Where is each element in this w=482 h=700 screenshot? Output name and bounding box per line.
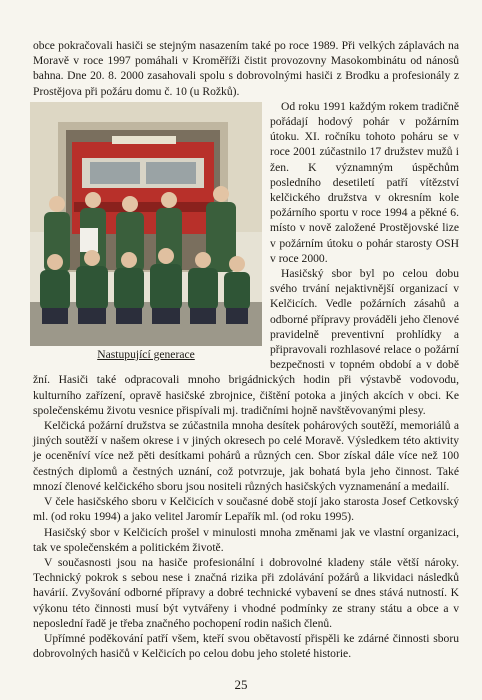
paragraph-intro: obce pokračovali hasiči se stejným nasazením také po roce 1989. Při velkých záplavách na Moravě v roce 1997 pomáhali v Kroměříži čistit provozovny Masokombinátu od nánosů bahna. Dne 20. 8. 2000 zasahovali spolu s dobrovolnými hasiči z Brodku a profesionály z Prostějova při požáru domu č. 10 (u Rožků).: [33, 39, 459, 98]
photo-figure: [30, 102, 262, 362]
paragraph-cup: Od roku 1991 každým rokem tradičně pořádají hodový pohár v požárním útoku. XI. ročníku tohoto poháru se v roce 2001 zúčastnilo 17 družstev mužů i žen. K významným úspěchům posledního desetiletí patří vítězství kelčického družstva v okresním kole požárního sportu v roce 1994 a pěkné 6. místo v nově založené Prostějovské lize v požárním útoku o pohár starosty OSH v roce 2000.: [270, 99, 459, 265]
group-photo: [30, 102, 262, 346]
text-column: [33, 38, 459, 661]
paragraph-active: Hasičský sbor byl po celou dobu svého trvání nejaktivnější organizací v Kelčicích. Vedle požárních zásahů a odborné přípravy prováděli jeho členové pravidelně preventivní prohlídky a připravovali rozhlasové relace o požární bezpečnosti v topném období a v době žní. Hasiči také odpracovali mnoho brigádnických hodin při výstavbě vodovodu, kulturního zařízení, opravě hasičské zbrojnice, čištění potoka a jiných akcích v obci. Ke společenskému životu vesnice přispívali mj. tradičními hojně navštěvovanými plesy.: [33, 267, 459, 417]
paragraph-present: V současnosti jsou na hasiče profesionální i dobrovolné kladeny stále větší nároky. Technický pokrok s sebou nese i značná rizika při zdolávání požárů a likvidaci následků havárií. Zvyšování odborné přípravy a dobré technické vybavení se dnes stává nutností. K výkonu této činnosti musí být vytvářeny i vhodné podmínky ze strany státu a obce a v neposlední řadě je třeba značného pochopení rodin našich členů.: [33, 555, 459, 630]
paragraph-head: V čele hasičského sboru v Kelčicích v současné době stojí jako starosta Josef Cetkovský ml. (od roku 1994) a jako velitel Jaromír Lepařík ml. (od roku 1995).: [33, 495, 459, 524]
paragraph-changes: Hasičský sbor v Kelčicích prošel v minulosti mnoha změnami jak ve vlastní organizaci, tak ve společenském a politickém životě.: [33, 525, 459, 554]
paragraph-teams: Kelčická požární družstva se zúčastnila mnoha desítek pohárových soutěží, memoriálů a jiných soutěží v našem okrese i v jiných okresech po celé Moravě. Výsledkem této aktivity je oceněníví více než pěti desítkami pohárů a různých cen. Sbor získal dále více než 100 čestných diplomů a čestných uznání, což potvrzuje, jak bohatá byla jeho činnost. Také mnozí členové kelčického sboru jsou nositeli různých hasičských vyznamenání a medailí.: [33, 419, 459, 493]
paragraph-thanks: Upřímné poděkování patří všem, kteří svou obětavostí přispěli ke zdárné činnosti sboru dobrovolných hasičů v Kelčicích po celou dobu jeho stoleté historie.: [33, 631, 459, 661]
page-number: 25: [234, 677, 248, 692]
photo-caption: Nastupující generace: [97, 347, 195, 361]
